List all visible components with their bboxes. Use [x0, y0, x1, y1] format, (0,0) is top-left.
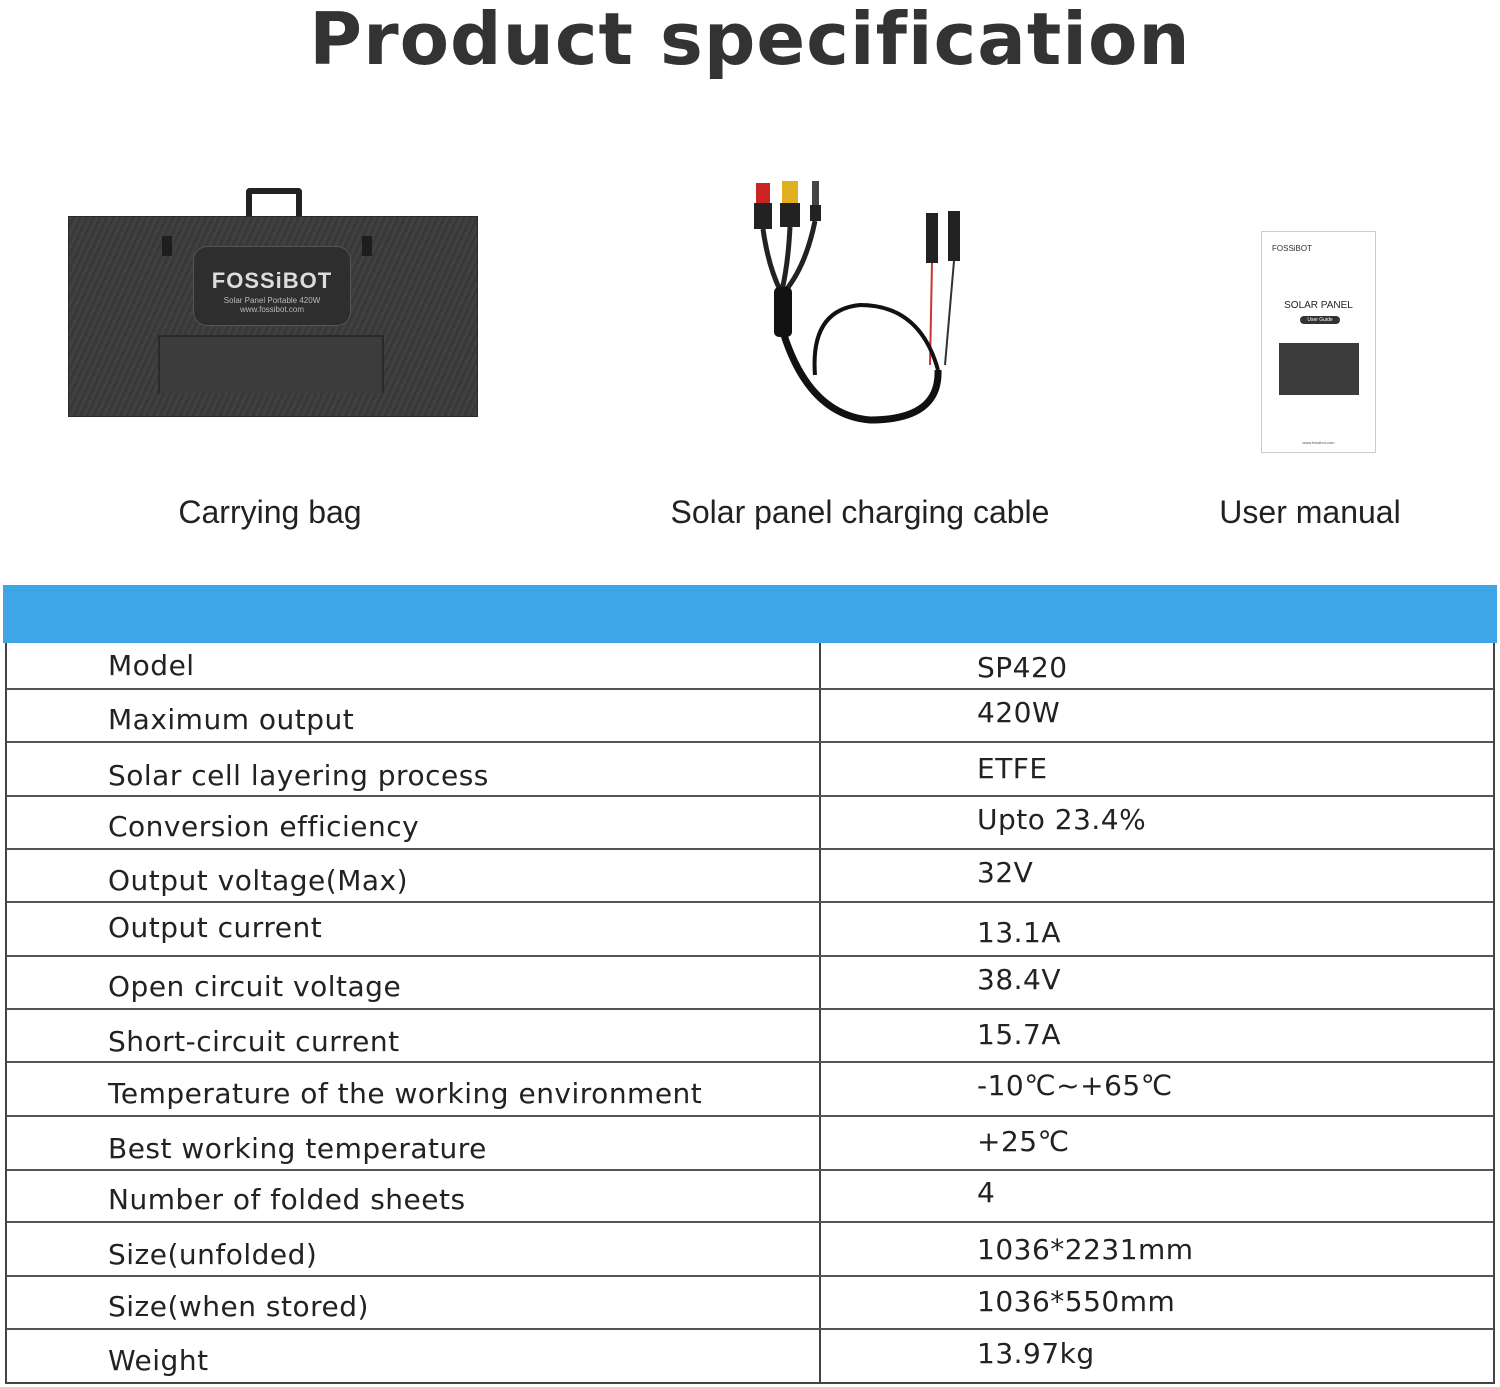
spec-label: Short-circuit current — [108, 1025, 400, 1058]
table-header-band — [3, 585, 1497, 643]
spec-value: Upto 23.4% — [977, 803, 1147, 836]
spec-label: Maximum output — [108, 703, 355, 736]
spec-label: Output voltage(Max) — [108, 864, 409, 897]
table-row — [7, 743, 1493, 797]
user-manual-image — [1261, 231, 1376, 453]
manual-url: www.fossibot.com — [1302, 440, 1335, 445]
spec-value: +25℃ — [977, 1125, 1070, 1158]
accessory-label-bag: Carrying bag — [178, 494, 362, 530]
bag-clip — [162, 236, 172, 256]
table-row — [7, 1223, 1493, 1277]
spec-value: 13.1A — [977, 916, 1061, 949]
bag-logo-sub — [193, 296, 351, 314]
spec-value: SP420 — [977, 651, 1068, 684]
table-row — [7, 1330, 1493, 1382]
table-row — [7, 1063, 1493, 1117]
manual-subtitle: User Guide — [1300, 316, 1340, 324]
mc4-connector-icon — [926, 213, 938, 263]
spec-label: Size(unfolded) — [108, 1238, 318, 1271]
accessory-label-manual: User manual — [1219, 494, 1401, 530]
spec-label: Solar cell layering process — [108, 759, 489, 792]
bag-logo-brand: FOSSiBOT — [211, 268, 333, 293]
spec-value: 13.97kg — [977, 1337, 1095, 1370]
xt60-connector-icon — [782, 181, 798, 205]
bag-clip — [362, 236, 372, 256]
table-row — [7, 1171, 1493, 1223]
spec-label: Conversion efficiency — [108, 810, 420, 843]
page-title: Product specification — [309, 0, 1191, 81]
spec-value: 1036*550mm — [977, 1285, 1176, 1318]
bag-logo-line2: www.fossibot.com — [239, 305, 305, 314]
table-row — [7, 643, 1493, 690]
spec-table — [5, 643, 1495, 1384]
table-row — [7, 850, 1493, 903]
table-row — [7, 1277, 1493, 1330]
spec-value: 1036*2231mm — [977, 1233, 1194, 1266]
spec-label: Best working temperature — [108, 1132, 487, 1165]
spec-label: Model — [108, 649, 195, 682]
spec-value: 15.7A — [977, 1018, 1061, 1051]
spec-label: Output current — [108, 911, 323, 944]
manual-brand: FOSSiBOT — [1272, 244, 1313, 253]
table-row — [7, 903, 1493, 957]
spec-value: ETFE — [977, 752, 1048, 785]
spec-label: Weight — [108, 1344, 209, 1377]
accessory-label-cable: Solar panel charging cable — [670, 494, 1050, 530]
table-row — [7, 1117, 1493, 1171]
table-row — [7, 1010, 1493, 1063]
dc-connector-icon — [812, 181, 819, 207]
spec-label: Open circuit voltage — [108, 970, 402, 1003]
spec-label: Size(when stored) — [108, 1290, 369, 1323]
manual-title: SOLAR PANEL — [1284, 300, 1353, 311]
spec-value: -10℃~+65℃ — [977, 1069, 1173, 1102]
spec-value: 420W — [977, 696, 1061, 729]
cable-junction-icon — [774, 287, 792, 337]
table-row — [7, 690, 1493, 743]
spec-label: Number of folded sheets — [108, 1183, 466, 1216]
bag-logo-line1: Solar Panel Portable 420W — [223, 296, 321, 305]
spec-label: Temperature of the working environment — [108, 1077, 703, 1110]
charging-cable-image — [740, 175, 980, 425]
spec-value: 32V — [977, 856, 1034, 889]
table-row — [7, 957, 1493, 1010]
spec-value: 4 — [977, 1176, 996, 1209]
bag-pocket — [158, 335, 384, 393]
anderson-connector-icon — [756, 183, 770, 205]
spec-value: 38.4V — [977, 963, 1061, 996]
manual-cover-photo — [1279, 343, 1359, 395]
table-row — [7, 797, 1493, 850]
